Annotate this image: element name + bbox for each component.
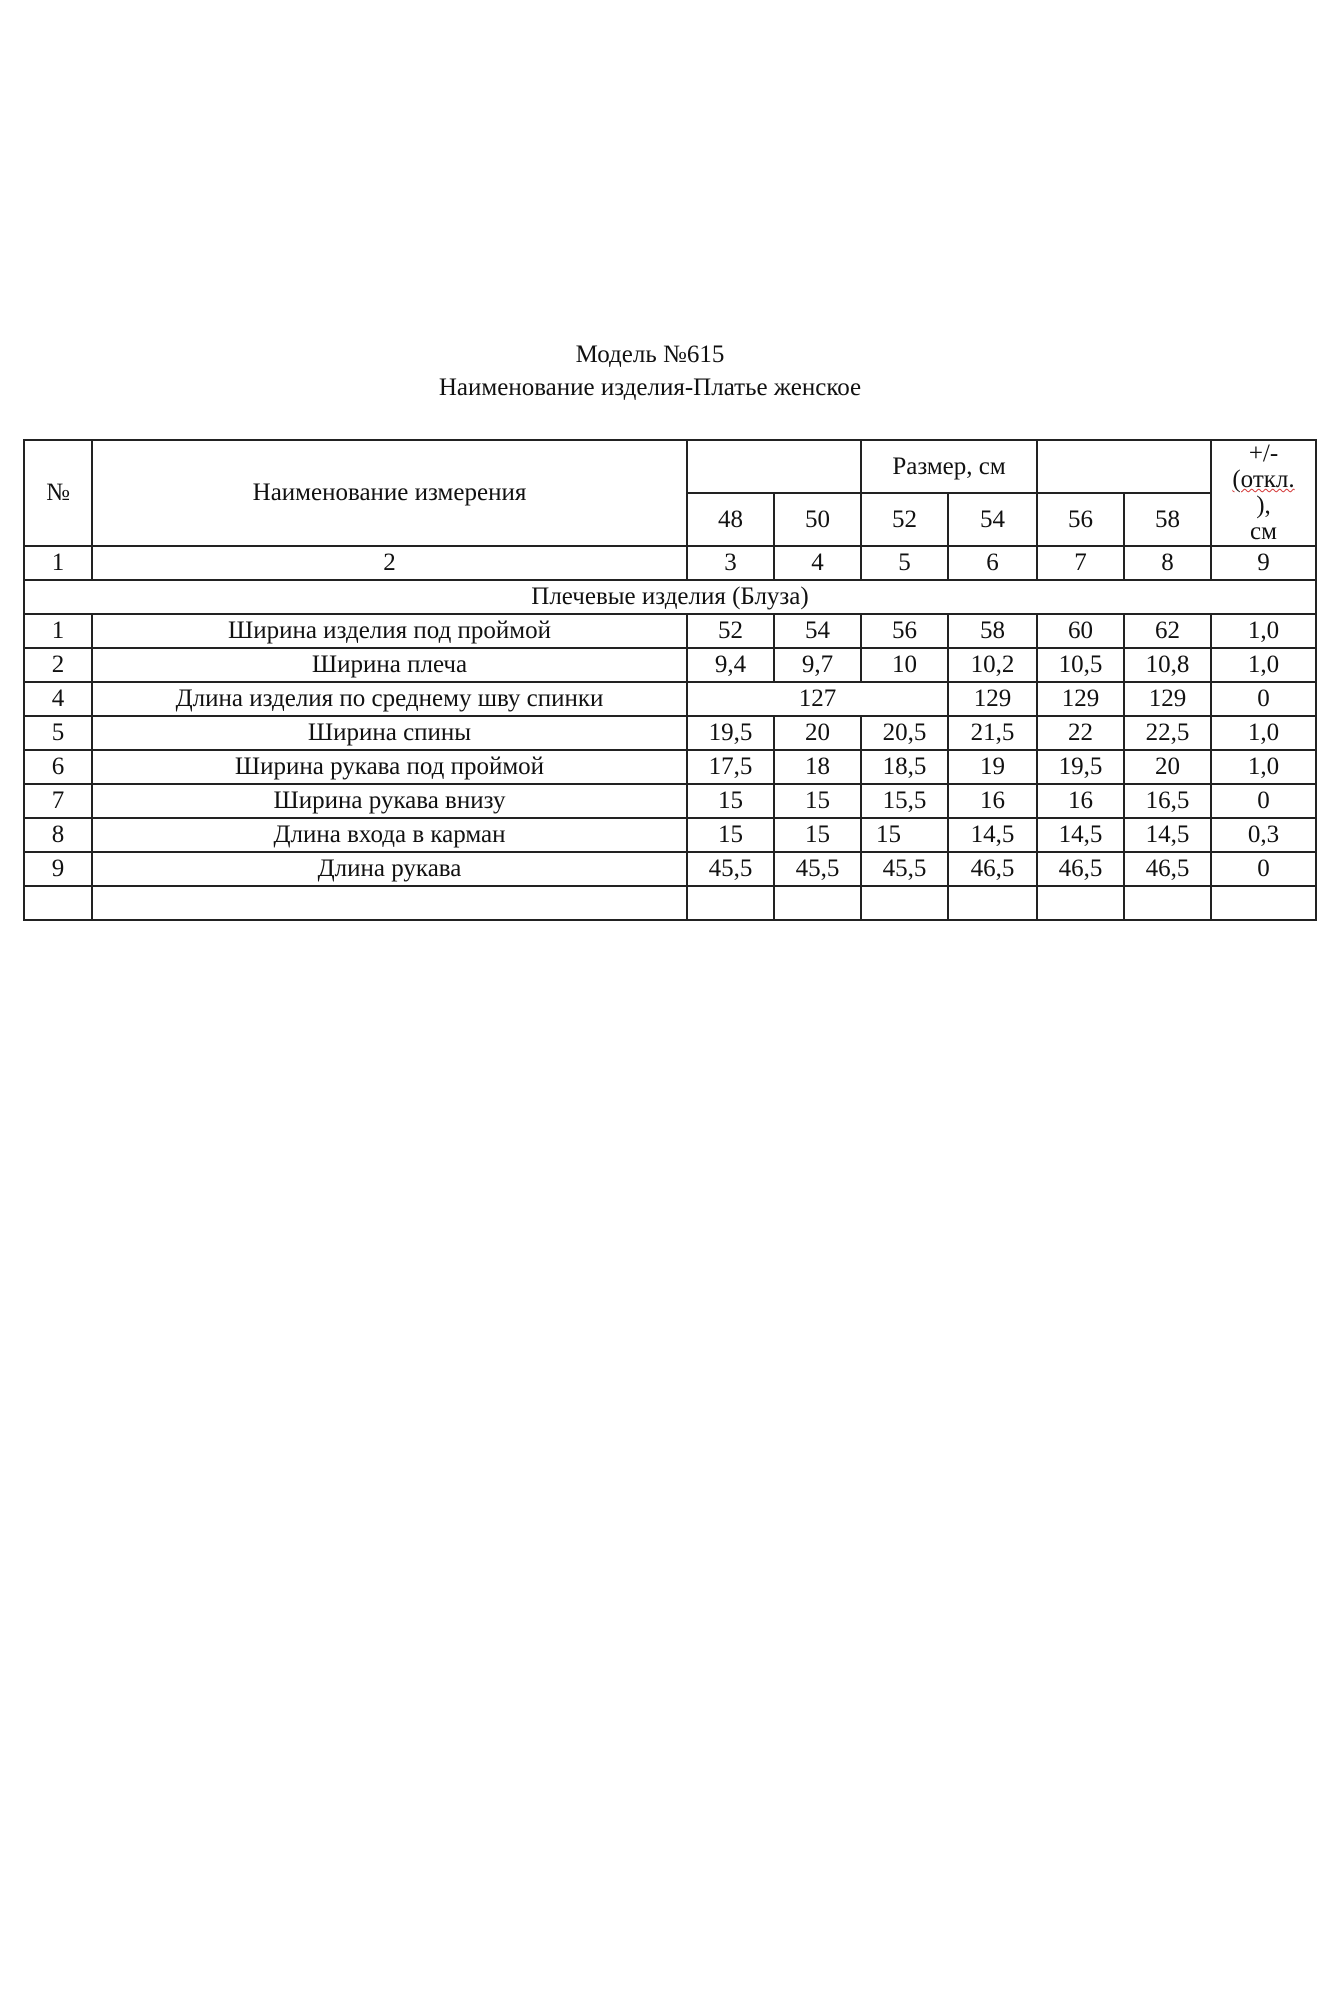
size-value: 46,5 (1037, 852, 1124, 886)
table-row (24, 818, 1316, 852)
column-number: 1 (24, 546, 92, 580)
tolerance-value: 0,3 (1211, 818, 1316, 852)
measurement-name: Длина входа в карман (92, 818, 687, 852)
size-value: 45,5 (687, 852, 774, 886)
tolerance-value: 1,0 (1211, 716, 1316, 750)
row-number: 9 (24, 852, 92, 886)
column-number: 6 (948, 546, 1037, 580)
size-value: 9,7 (774, 648, 861, 682)
tolerance-line-2: (откл. (1232, 466, 1295, 493)
column-number: 2 (92, 546, 687, 580)
size-58: 58 (1124, 493, 1211, 546)
size-value: 56 (861, 614, 948, 648)
measurement-name: Ширина плеча (92, 648, 687, 682)
tolerance-value: 0 (1211, 784, 1316, 818)
size-value: 17,5 (687, 750, 774, 784)
size-48: 48 (687, 493, 774, 546)
header-tolerance (1211, 440, 1316, 546)
empty-cell (24, 886, 92, 920)
size-value: 15 (687, 784, 774, 818)
measurement-name: Длина рукава (92, 852, 687, 886)
column-number: 4 (774, 546, 861, 580)
size-value: 16 (1037, 784, 1124, 818)
tolerance-line-1: +/- (1248, 440, 1279, 467)
table-row (24, 682, 1316, 716)
size-value: 15 (774, 784, 861, 818)
size-value: 18 (774, 750, 861, 784)
size-group-blank-left (687, 440, 861, 493)
size-value: 19 (948, 750, 1037, 784)
row-number: 4 (24, 682, 92, 716)
size-value: 15 (774, 818, 861, 852)
size-value: 14,5 (1124, 818, 1211, 852)
size-value: 20 (774, 716, 861, 750)
size-value: 54 (774, 614, 861, 648)
column-number-row (24, 546, 1316, 580)
size-value: 20,5 (861, 716, 948, 750)
header-row-top (24, 440, 1316, 493)
size-value: 52 (687, 614, 774, 648)
size-value: 10 (861, 648, 948, 682)
section-row (24, 580, 1316, 614)
empty-cell (861, 886, 948, 920)
size-value: 15 (861, 818, 948, 852)
size-group-blank-right (1037, 440, 1211, 493)
size-54: 54 (948, 493, 1037, 546)
size-value: 16,5 (1124, 784, 1211, 818)
size-value: 22,5 (1124, 716, 1211, 750)
empty-cell (1124, 886, 1211, 920)
table-row (24, 750, 1316, 784)
size-value: 129 (1037, 682, 1124, 716)
size-value: 9,4 (687, 648, 774, 682)
size-group-label: Размер, см (861, 440, 1037, 493)
tolerance-line-3: ), (1256, 492, 1271, 519)
table-row (24, 716, 1316, 750)
size-value: 18,5 (861, 750, 948, 784)
size-50: 50 (774, 493, 861, 546)
model-title: Модель №615 (575, 341, 725, 368)
size-value: 16 (948, 784, 1037, 818)
column-number: 5 (861, 546, 948, 580)
size-value: 45,5 (774, 852, 861, 886)
section-title: Плечевые изделия (Блуза) (24, 580, 1316, 614)
column-number: 9 (1211, 546, 1316, 580)
size-52: 52 (861, 493, 948, 546)
size-value: 15 (687, 818, 774, 852)
size-value: 14,5 (1037, 818, 1124, 852)
table-row (24, 614, 1316, 648)
size-value: 14,5 (948, 818, 1037, 852)
row-number: 5 (24, 716, 92, 750)
column-number: 7 (1037, 546, 1124, 580)
size-value: 58 (948, 614, 1037, 648)
size-value: 15,5 (861, 784, 948, 818)
row-number: 8 (24, 818, 92, 852)
merged-size-value: 127 (687, 682, 948, 716)
measurement-name: Ширина изделия под проймой (92, 614, 687, 648)
tolerance-value: 1,0 (1211, 648, 1316, 682)
size-value: 10,5 (1037, 648, 1124, 682)
tolerance-line-4: см (1250, 518, 1277, 545)
size-value: 22 (1037, 716, 1124, 750)
size-value: 10,2 (948, 648, 1037, 682)
table-row (24, 784, 1316, 818)
row-number: 1 (24, 614, 92, 648)
header-number: № (24, 440, 92, 546)
size-value: 46,5 (948, 852, 1037, 886)
size-value: 129 (1124, 682, 1211, 716)
measurement-name: Ширина спины (92, 716, 687, 750)
measurement-table (23, 439, 1317, 921)
empty-cell (687, 886, 774, 920)
empty-cell (1211, 886, 1316, 920)
header-measurement-name: Наименование измерения (92, 440, 687, 546)
size-value: 46,5 (1124, 852, 1211, 886)
tolerance-value: 1,0 (1211, 750, 1316, 784)
table-row (24, 648, 1316, 682)
empty-row (24, 886, 1316, 920)
product-title: Наименование изделия-Платье женское (438, 374, 862, 401)
empty-cell (1037, 886, 1124, 920)
tolerance-value: 0 (1211, 852, 1316, 886)
size-value: 10,8 (1124, 648, 1211, 682)
size-value: 20 (1124, 750, 1211, 784)
size-value: 129 (948, 682, 1037, 716)
size-value: 19,5 (687, 716, 774, 750)
empty-cell (774, 886, 861, 920)
column-number: 3 (687, 546, 774, 580)
table-row (24, 852, 1316, 886)
size-value: 19,5 (1037, 750, 1124, 784)
tolerance-value: 0 (1211, 682, 1316, 716)
empty-cell (92, 886, 687, 920)
measurement-name: Ширина рукава под проймой (92, 750, 687, 784)
empty-cell (948, 886, 1037, 920)
size-value: 62 (1124, 614, 1211, 648)
row-number: 7 (24, 784, 92, 818)
measurement-name: Длина изделия по среднему шву спинки (92, 682, 687, 716)
row-number: 6 (24, 750, 92, 784)
tolerance-value: 1,0 (1211, 614, 1316, 648)
row-number: 2 (24, 648, 92, 682)
size-56: 56 (1037, 493, 1124, 546)
size-value: 60 (1037, 614, 1124, 648)
size-value: 45,5 (861, 852, 948, 886)
size-value: 21,5 (948, 716, 1037, 750)
measurement-name: Ширина рукава внизу (92, 784, 687, 818)
column-number: 8 (1124, 546, 1211, 580)
document-header (0, 338, 1300, 404)
